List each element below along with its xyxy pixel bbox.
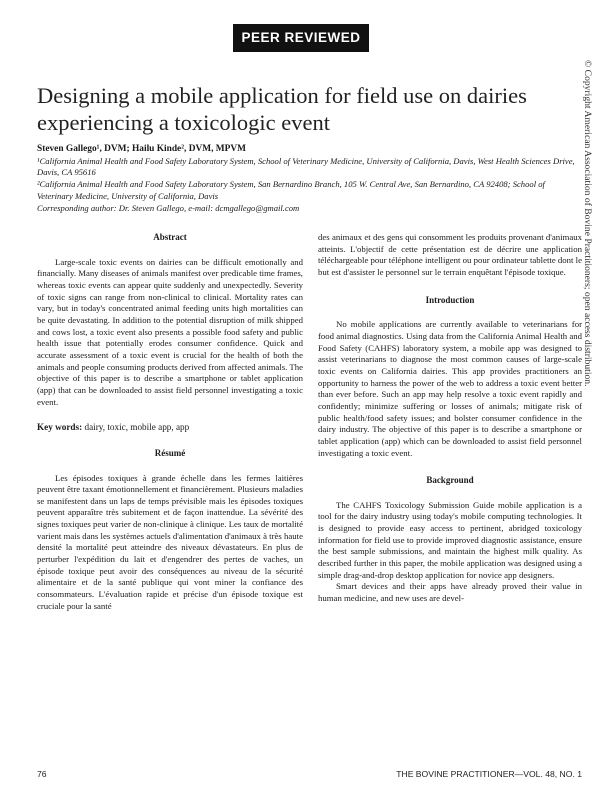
resume-text-continued: des animaux et des gens qui consomment les produits provenant d'animaux atteints. L'objectif de cette présentation est de décrire une application téléchargeable pour téléphone intelligent ou pour ordinateur tablette dont le but est d'assister le personnel sur le terrain enquêtant l'épisode toxique. bbox=[318, 232, 582, 277]
copyright-notice: © Copyright American Association of Bovine Practitioners; open access distribution. bbox=[582, 60, 593, 387]
right-column bbox=[318, 232, 582, 605]
page-number: 76 bbox=[37, 769, 47, 779]
resume-heading: Résumé bbox=[154, 447, 186, 458]
introduction-heading: Introduction bbox=[425, 294, 475, 305]
keywords: Key words: dairy, toxic, mobile app, app bbox=[37, 422, 190, 433]
abstract-text: Large-scale toxic events on dairies can be difficult emotionally and financially. Many diseases of animals manifest over predicable time frames, whereas toxic events can appear quite suddenly and unexpectedly. Severity of toxic signs can range from non-clinical to clinical. Mortality rates can vary, but in today's concentrated animal feeding units high mortalities can be quite devastating. In addition to the potential disruption of milk shipped and cows lost, a toxic event also presents a possible food safety and public health issue that potentially erodes consumer confidence. Quick and accurate assessment of a toxic event is crucial for the health of both the animals and people consuming products derived from affected animals. The objective of this paper is to describe a smartphone or tablet application (app) that can be downloaded to assist field personnel investigating a toxic event. bbox=[37, 256, 303, 407]
corresponding-author: Corresponding author: Dr. Steven Gallego, e-mail: dcmgallego@gmail.com bbox=[37, 202, 300, 213]
peer-reviewed-banner: PEER REVIEWED bbox=[233, 24, 369, 52]
article-title: Designing a mobile application for field use on dairies experiencing a toxicologic event bbox=[37, 83, 527, 135]
affiliation-1: ¹California Animal Health and Food Safety Laboratory System, School of Veterinary Medicine, University of California, Davis, West Health Sciences Drive, Davis, CA 95616 bbox=[37, 155, 575, 178]
affiliation-2: ²California Animal Health and Food Safety Laboratory System, San Bernardino Branch, 105 W. Central Ave, San Bernardino, CA 92408; School of Veterinary Medicine, University of California, Davis bbox=[37, 179, 545, 201]
introduction-text: No mobile applications are currently available to veterinarians for food animal diagnostics. Using data from the California Animal Health and Food Safety (CAHFS) laboratory system, a mobile app was designed to assist veterinarians to diagnose the most common causes of large-scale toxic events on California dairies. This app provides practitioners an opportunity to harness the power of the web to address a toxic event better than ever before. Such an app may help resolve a toxic event rapidly and confidently; minimize suffering or losses of animals; mitigate risk of public health/food safety issues; and bolster consumer confidence in the dairy industry. The objective of this paper is to describe a smartphone or tablet application (app) which can be downloaded to assist field personnel investigating a toxic event. bbox=[318, 319, 582, 458]
journal-citation: THE BOVINE PRACTITIONER—VOL. 48, NO. 1 bbox=[396, 769, 582, 779]
author-names: Steven Gallego¹, DVM; Hailu Kinde², DVM, MPVM bbox=[37, 144, 246, 154]
resume-text: Les épisodes toxiques à grande échelle dans les fermes laitières peuvent être taxant émotionnellement et financièrement. Plusieurs maladies se manifestent dans un laps de temps prévisible mais les épisodes toxiques peuvent apparaître très subitement et de façon inattendue. La sévérité des signes toxiques peut varier de non-clinique à clinique. Les taux de mortalité varient mais dans les systèmes actuels d'alimentation d'animaux à très haute densité la mortalité peut atteindre des niveaux dévastateurs. En plus de perturber l'expédition du lait et d'engendrer des pertes de vaches, un épisode toxique peut avoir des conséquences au niveau de la sécurité alimentaire et de la santé publique qui vont miner la confiance des consommateurs. L'évaluation rapide et précise d'un épisode toxique est cruciale pour la santé bbox=[37, 472, 303, 611]
background-paragraph-2: Smart devices and their apps have already proved their value in human medicine, and new uses are devel- bbox=[318, 581, 582, 604]
abstract-heading: Abstract bbox=[153, 232, 187, 242]
background-paragraph-1: The CAHFS Toxicology Submission Guide mobile application is a tool for the dairy industry using today's mobile computing technologies. It is designed to provide easy access to pertinent, abridged toxicology information for field use to provide improved diagnostic assistance, ensure the best sample submissions, and maintain the highest milk quality. As described further in this paper, the mobile application was designed using a simple drag-and-drop desktop application for novice app designers. bbox=[318, 499, 582, 580]
author-block bbox=[37, 144, 582, 214]
left-column bbox=[37, 232, 303, 612]
background-heading: Background bbox=[426, 475, 474, 486]
